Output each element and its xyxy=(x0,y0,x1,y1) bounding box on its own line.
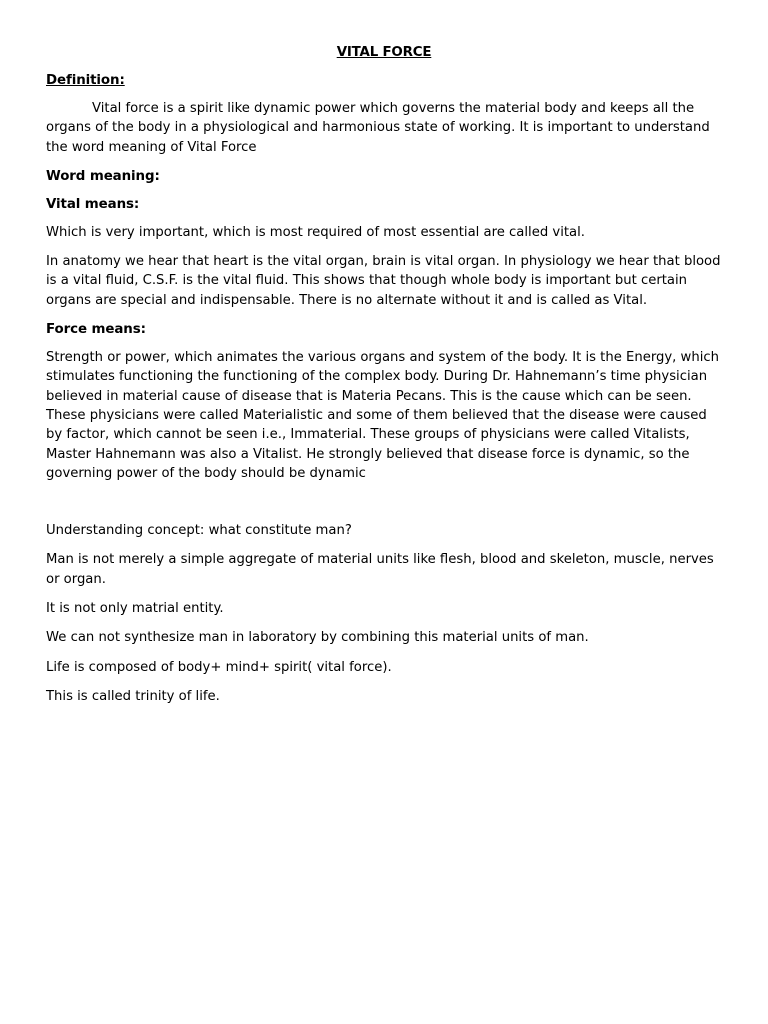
document-body xyxy=(46,43,722,716)
vital-paragraph-1: Which is very important, which is most required of most essential are called vital. xyxy=(46,224,585,240)
concept-line: Understanding concept: what constitute man? xyxy=(46,523,352,539)
man-paragraph-3: We can not synthesize man in laboratory by combining this material units of man. xyxy=(46,630,589,646)
vital-means-heading: Vital means: xyxy=(46,196,140,212)
man-paragraph-1: Man is not merely a simple aggregate of material units like flesh, blood and skeleton, muscle, nerves or organ. xyxy=(46,552,714,587)
definition-heading: Definition: xyxy=(46,73,125,88)
vital-paragraph-2: In anatomy we hear that heart is the vital organ, brain is vital organ. In physiology we hear that blood is a vital fluid, C.S.F. is the vital fluid. This shows that though whole body is important but certain organs are special and indispensable. There is no alternate without it and is called as Vital. xyxy=(46,254,721,308)
definition-paragraph: Vital force is a spirit like dynamic power which governs the material body and keeps all the organs of the body in a physiological and harmonious state of working. It is important to understand the word meaning of Vital Force xyxy=(46,101,710,155)
document-title: VITAL FORCE xyxy=(336,45,432,60)
man-paragraph-2: It is not only matrial entity. xyxy=(46,601,224,617)
word-meaning-heading: Word meaning: xyxy=(46,168,160,184)
force-means-heading: Force means: xyxy=(46,322,146,338)
force-paragraph: Strength or power, which animates the various organs and system of the body. It is the Energy, which stimulates functioning the functioning of the complex body. During Dr. Hahnemann’s time physician believed in material cause of disease that is Materia Pecans. This is the cause which can be seen. These physicians were called Materialistic and some of them believed that the disease were caused by factor, which cannot be seen i.e., Immaterial. These groups of physicians were called Vitalists, Master Hahnemann was also a Vitalist. He strongly believed that disease force is dynamic, so the governing power of the body should be dynamic xyxy=(46,350,719,481)
man-paragraph-4: Life is composed of body+ mind+ spirit( vital force). xyxy=(46,659,392,675)
blank-spacer xyxy=(46,493,722,521)
man-paragraph-5: This is called trinity of life. xyxy=(46,688,220,704)
